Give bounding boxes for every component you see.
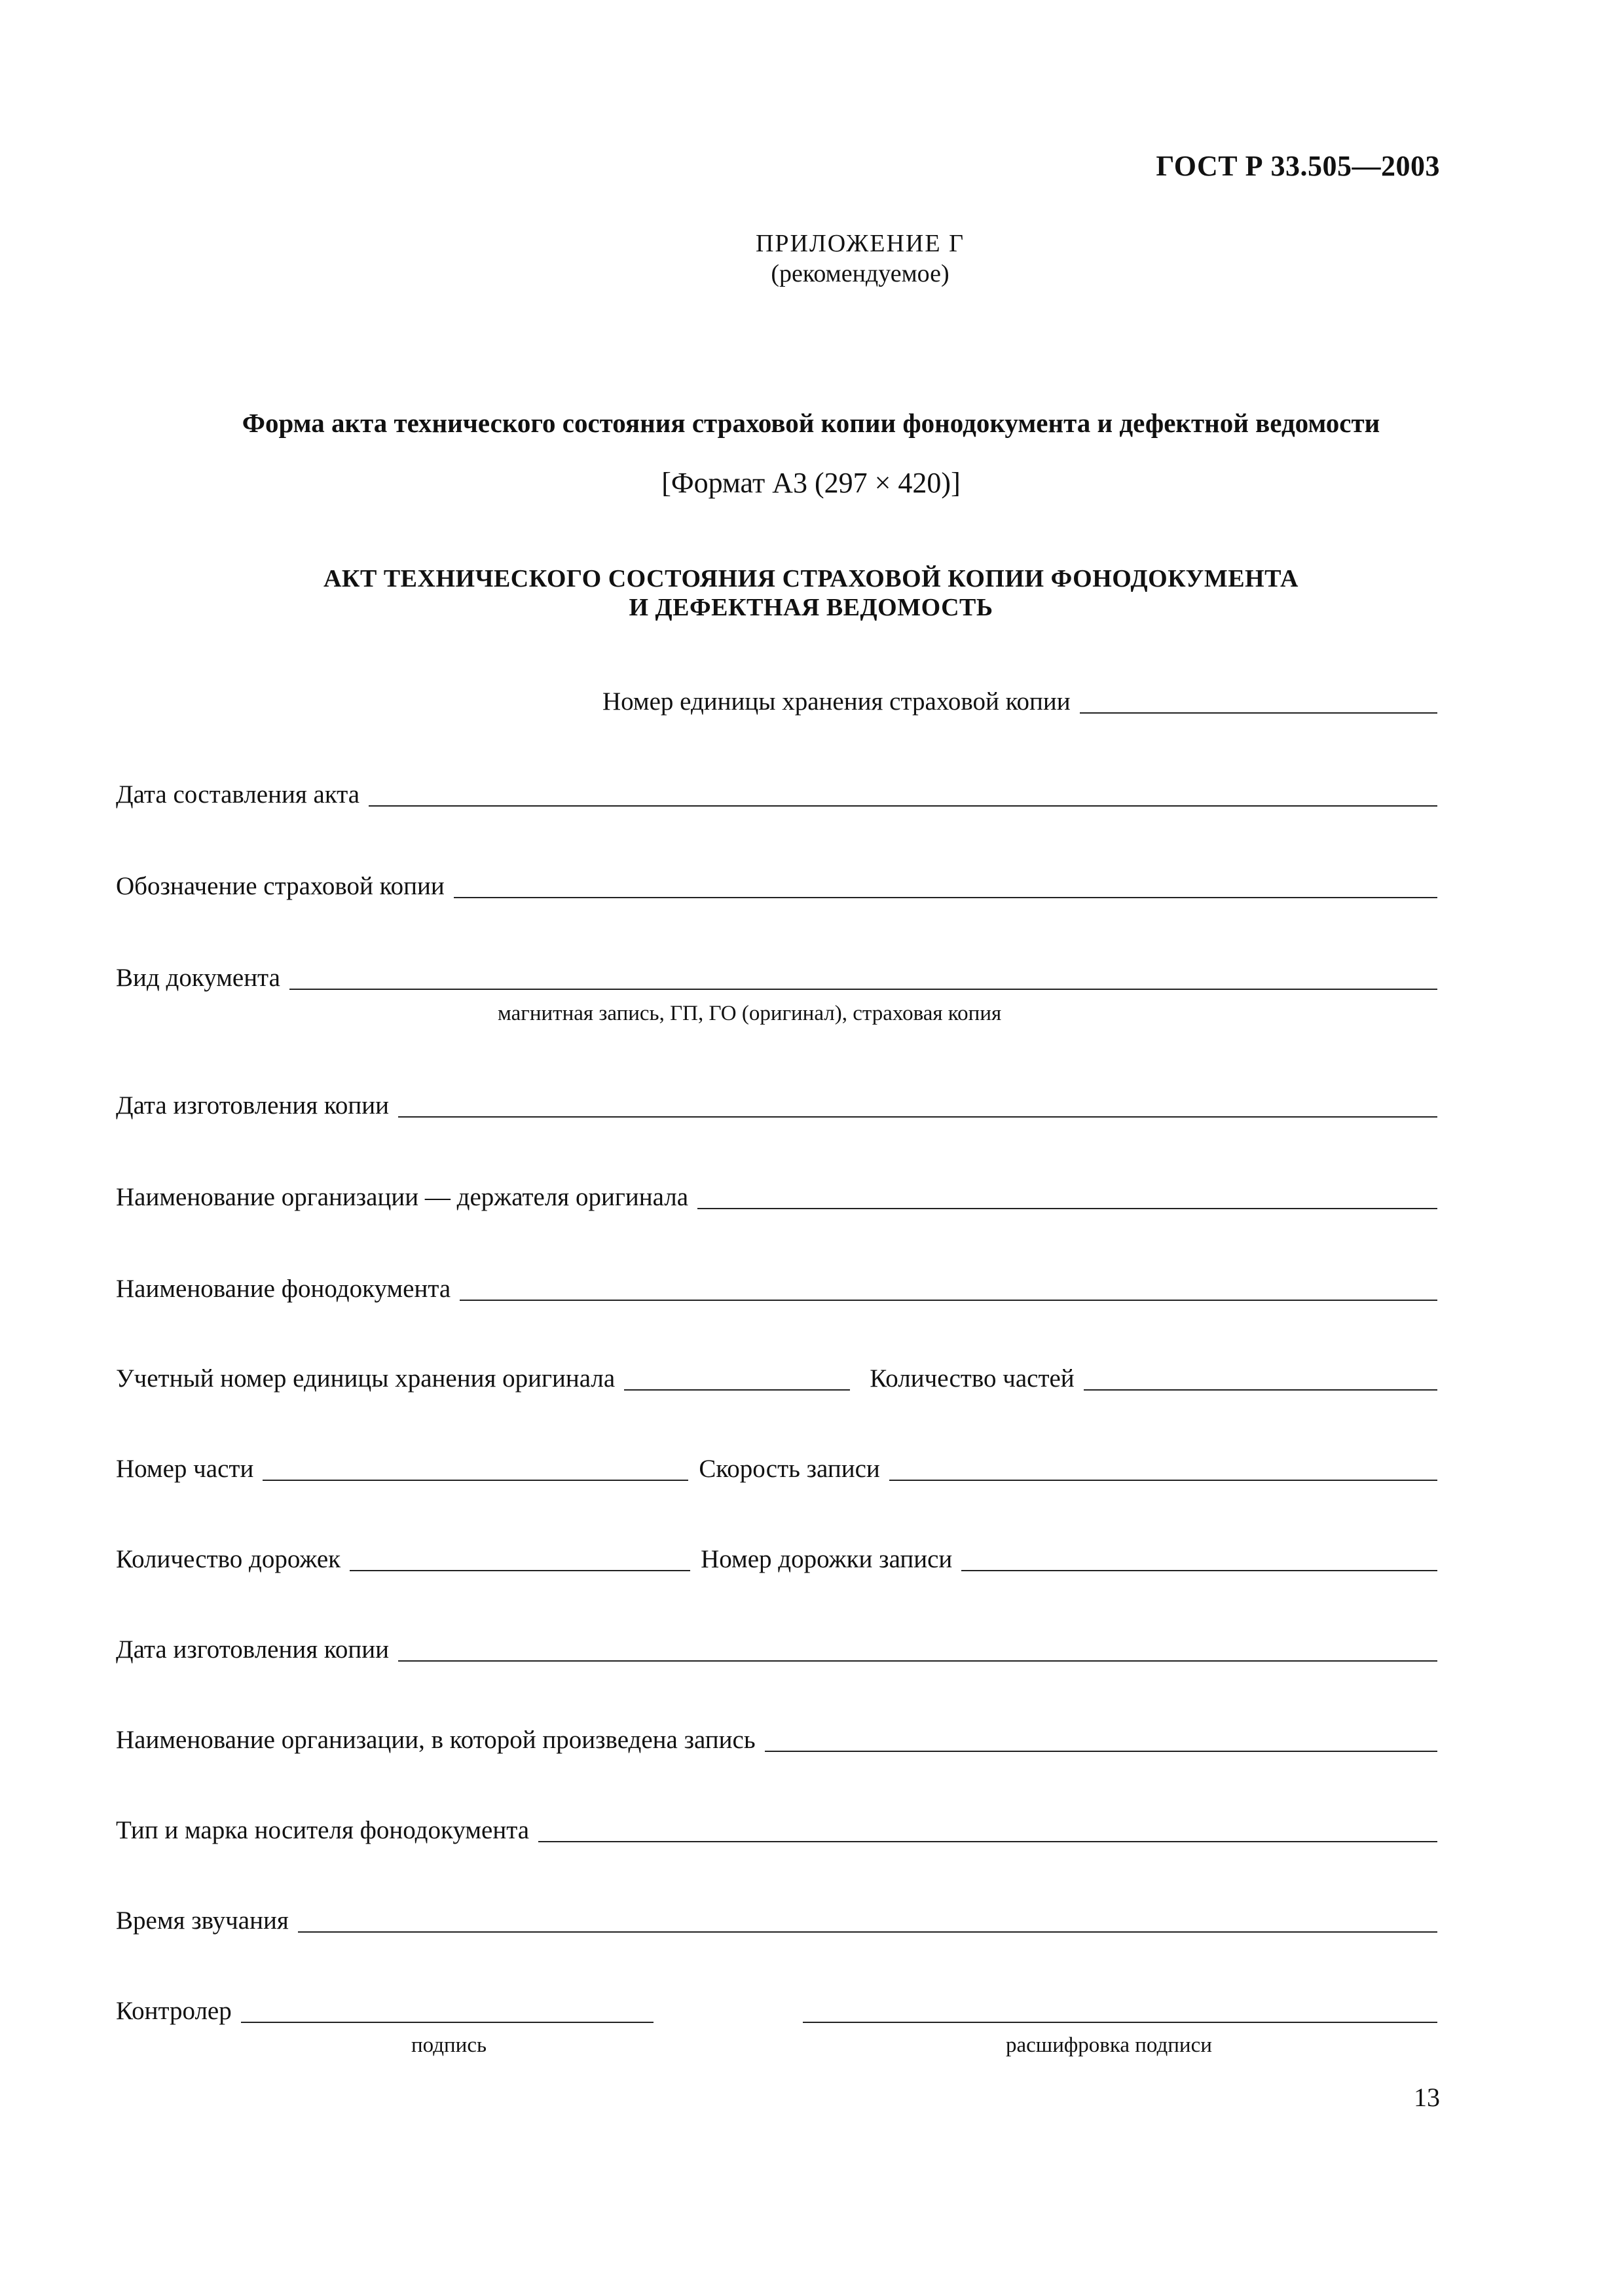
phonodoc-name-row — [116, 1273, 1437, 1305]
act-date-field[interactable] — [369, 782, 1437, 807]
part-speed-row — [116, 1453, 1437, 1485]
duration-row — [116, 1905, 1437, 1937]
part-number-label: Номер части — [116, 1455, 254, 1483]
act-date-row — [116, 779, 1437, 811]
document-type-label: Вид документа — [116, 964, 280, 992]
copy-date-field-2[interactable] — [398, 1637, 1437, 1662]
parts-count-label: Количество частей — [870, 1364, 1075, 1393]
copy-date-field-1[interactable] — [398, 1093, 1437, 1118]
document-type-row — [116, 962, 1437, 994]
act-date-label: Дата составления акта — [116, 780, 360, 809]
copy-date-row-2 — [116, 1634, 1437, 1666]
copy-designation-field[interactable] — [454, 873, 1437, 898]
recording-org-field[interactable] — [765, 1727, 1437, 1752]
duration-label: Время звучания — [116, 1906, 289, 1935]
controller-label: Контролер — [116, 1997, 232, 2025]
copy-date-row-1 — [116, 1090, 1437, 1121]
controller-signature-decode-field[interactable] — [803, 1998, 1437, 2023]
act-title-line-2: И ДЕФЕКТНАЯ ВЕДОМОСТЬ — [629, 594, 993, 621]
phonodoc-name-label: Наименование фонодокумента — [116, 1275, 451, 1303]
original-account-number-label: Учетный номер единицы хранения оригинала — [116, 1364, 616, 1393]
standard-number: ГОСТ Р 33.505—2003 — [1156, 150, 1440, 182]
tracks-row — [116, 1544, 1437, 1575]
copy-designation-row — [116, 871, 1437, 902]
form-title: Форма акта технического состояния страховой копии фонодокумента и дефектной ведомости — [242, 408, 1380, 438]
holder-org-field[interactable] — [697, 1184, 1437, 1209]
holder-org-label: Наименование организации — держателя оригинала — [116, 1183, 689, 1211]
account-number-row — [116, 1363, 1437, 1394]
tracks-count-field[interactable] — [350, 1546, 690, 1571]
controller-row — [116, 1995, 1437, 2027]
signature-hint: подпись — [411, 2033, 487, 2057]
storage-unit-number-field[interactable] — [1080, 689, 1437, 714]
copy-date-label-1: Дата изготовления копии — [116, 1091, 389, 1120]
document-type-field[interactable] — [289, 965, 1437, 990]
phonodoc-name-field[interactable] — [460, 1276, 1437, 1301]
part-number-field[interactable] — [263, 1456, 688, 1481]
holder-org-row — [116, 1182, 1437, 1213]
act-title — [0, 564, 1622, 622]
annex-status: (рекомендуемое) — [771, 260, 949, 287]
carrier-type-field[interactable] — [538, 1817, 1437, 1842]
record-track-number-field[interactable] — [961, 1546, 1437, 1571]
signature-decode-hint: расшифровка подписи — [1006, 2033, 1212, 2057]
duration-field[interactable] — [298, 1908, 1437, 1933]
format-note: [Формат А3 (297 × 420)] — [661, 467, 961, 499]
document-type-hint: магнитная запись, ГП, ГО (оригинал), страховая копия — [498, 1002, 1002, 1025]
carrier-type-label: Тип и марка носителя фонодокумента — [116, 1816, 530, 1844]
tracks-count-label: Количество дорожек — [116, 1545, 341, 1573]
record-speed-label: Скорость записи — [699, 1455, 880, 1483]
record-speed-field[interactable] — [889, 1456, 1437, 1481]
act-title-line-1: АКТ ТЕХНИЧЕСКОГО СОСТОЯНИЯ СТРАХОВОЙ КОПИИ ФОНОДОКУМЕНТА — [323, 565, 1299, 592]
recording-org-label: Наименование организации, в которой произведена запись — [116, 1726, 756, 1754]
carrier-type-row — [116, 1815, 1437, 1846]
controller-signature-field[interactable] — [241, 1998, 654, 2023]
recording-org-row — [116, 1724, 1437, 1756]
storage-unit-number-row — [602, 686, 1437, 718]
copy-date-label-2: Дата изготовления копии — [116, 1635, 389, 1664]
annex-title: ПРИЛОЖЕНИЕ Г — [755, 230, 965, 257]
original-account-number-field[interactable] — [624, 1366, 850, 1391]
record-track-number-label: Номер дорожки записи — [701, 1545, 953, 1573]
storage-unit-number-label: Номер единицы хранения страховой копии — [602, 687, 1071, 716]
copy-designation-label: Обозначение страховой копии — [116, 872, 445, 900]
parts-count-field[interactable] — [1084, 1366, 1437, 1391]
page-number: 13 — [1414, 2083, 1440, 2112]
